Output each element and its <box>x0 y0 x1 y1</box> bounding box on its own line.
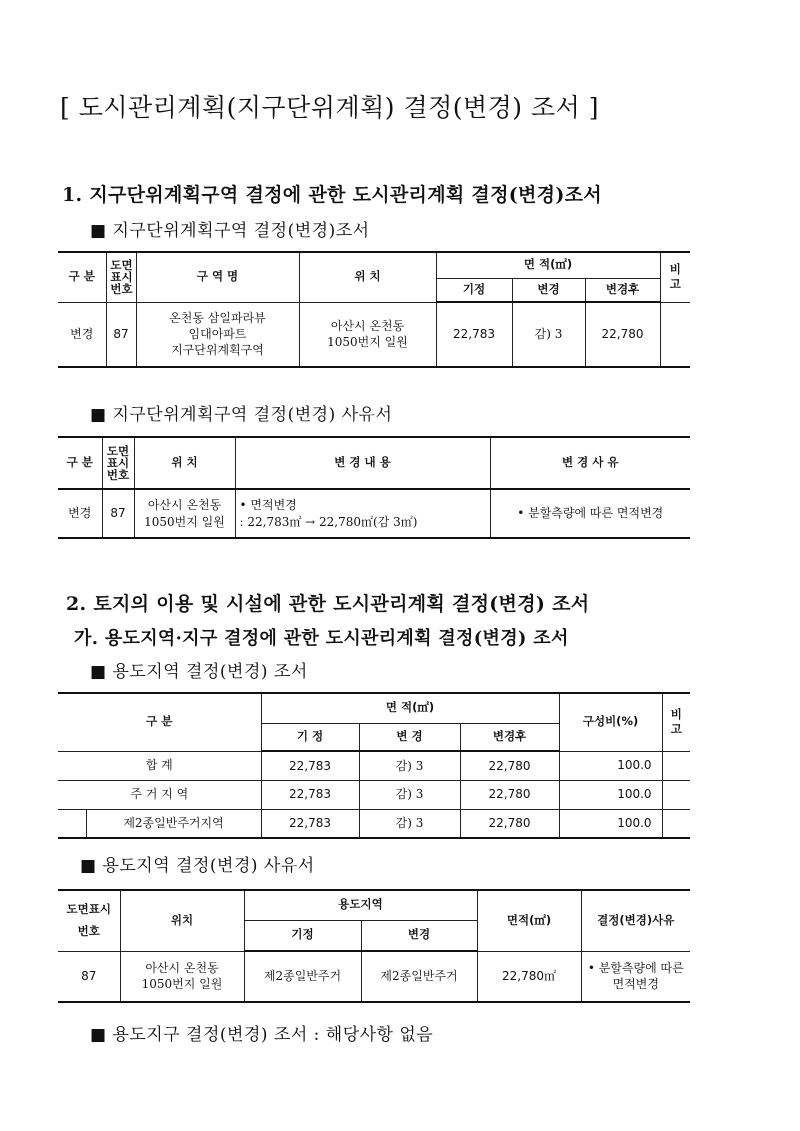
cell-gubun: 변경 <box>58 302 106 367</box>
cell-name-line2: 임대아파트 <box>188 327 247 342</box>
header-domyeon <box>102 437 134 489</box>
cell-note <box>662 751 690 780</box>
cell-ratio: 100.0 <box>559 751 662 780</box>
cell-name <box>136 302 299 367</box>
cell-note <box>660 302 690 367</box>
header-gubun: 구 분 <box>58 693 261 751</box>
section2-heading: 2. 토지의 이용 및 시설에 관한 도시관리계획 결정(변경) 조서 <box>66 593 590 615</box>
header-name: 구 역 명 <box>136 252 299 302</box>
cell-name-line1: 온천동 삼일파라뷰 <box>169 310 266 325</box>
header-area: 면적(㎡) <box>477 890 581 951</box>
table-row <box>58 809 690 838</box>
cell-change: 제2종일반주거 <box>361 951 477 1002</box>
header-reason: 변 경 사 유 <box>490 437 690 489</box>
cell-location-line2: 1050번지 일원 <box>144 514 225 529</box>
cell-before: 22,783 <box>261 780 359 809</box>
section1-sub1-heading: ■ 지구단위계획구역 결정(변경)조서 <box>90 221 370 241</box>
cell-before: 22,783 <box>436 302 512 367</box>
cell-note <box>662 809 690 838</box>
header-note: 비 고 <box>662 693 690 751</box>
cell-change: 감) 3 <box>359 809 460 838</box>
header-location: 위 치 <box>299 252 436 302</box>
cell-note <box>662 780 690 809</box>
cell-after: 22,780 <box>460 751 559 780</box>
cell-name-line3: 지구단위계획구역 <box>171 343 264 358</box>
cell-name: 주 거 지 역 <box>58 780 261 809</box>
header-location: 위 치 <box>134 437 235 489</box>
cell-name: 제2종일반주거지역 <box>86 809 261 838</box>
cell-ratio: 100.0 <box>559 780 662 809</box>
cell-after: 22,780 <box>460 809 559 838</box>
header-before: 기정 <box>244 920 361 951</box>
table-row <box>58 489 690 538</box>
header-reason: 결정(변경)사유 <box>581 890 690 951</box>
cell-change: 감) 3 <box>512 302 585 367</box>
cell-change: 감) 3 <box>359 780 460 809</box>
header-domyeon-text: 도면 표시 번호 <box>110 258 133 297</box>
cell-before: 제2종일반주거 <box>244 951 361 1002</box>
cell-no: 87 <box>106 302 136 367</box>
cell-location-line2: 1050번지 일원 <box>141 977 223 992</box>
cell-after: 22,780 <box>460 780 559 809</box>
cell-location-line1: 아산시 온천동 <box>145 961 219 976</box>
cell-reason-line2: 면적변경 <box>612 977 659 992</box>
cell-location-line2: 1050번지 일원 <box>327 335 408 350</box>
header-change: 변 경 <box>359 723 460 751</box>
cell-reason: • 분할측량에 따른 면적변경 <box>490 489 690 538</box>
header-change: 변경 <box>512 278 585 302</box>
cell-reason <box>581 951 690 1002</box>
cell-name: 합 계 <box>58 751 261 780</box>
header-content: 변 경 내 용 <box>235 437 490 489</box>
cell-ratio: 100.0 <box>559 809 662 838</box>
header-before: 기정 <box>436 278 512 302</box>
table-row <box>58 780 690 809</box>
cell-location-line1: 아산시 온천동 <box>330 319 405 334</box>
section2-sub1-heading: ■ 용도지역 결정(변경) 조서 <box>90 662 308 682</box>
header-after: 변경후 <box>460 723 559 751</box>
section2-sub2-heading: ■ 용도지역 결정(변경) 사유서 <box>80 856 315 876</box>
cell-after: 22,780 <box>585 302 660 367</box>
header-ratio: 구성비(%) <box>559 693 662 751</box>
header-no <box>58 890 120 951</box>
header-after: 변경후 <box>585 278 660 302</box>
cell-gubun: 변경 <box>58 489 102 538</box>
district-reason-table <box>58 436 690 539</box>
header-before: 기 정 <box>261 723 359 751</box>
section1-heading: 1. 지구단위계획구역 결정에 관한 도시관리계획 결정(변경)조서 <box>62 184 602 206</box>
header-area: 면 적(㎡) <box>436 252 660 278</box>
header-domyeon <box>106 252 136 302</box>
cell-location <box>134 489 235 538</box>
cell-change: 감) 3 <box>359 751 460 780</box>
header-change: 변경 <box>361 920 477 951</box>
zone-table <box>58 692 690 839</box>
header-note: 비 고 <box>660 252 690 302</box>
cell-location <box>299 302 436 367</box>
district-plan-table <box>58 251 690 368</box>
section1-sub2-heading: ■ 지구단위계획구역 결정(변경) 사유서 <box>90 405 393 425</box>
header-area: 면 적(㎡) <box>261 693 559 723</box>
cell-area: 22,780㎡ <box>477 951 581 1002</box>
cell-location-line1: 아산시 온천동 <box>147 498 222 513</box>
section2-sub3-heading: ■ 용도지구 결정(변경) 조서 : 해당사항 없음 <box>90 1025 434 1045</box>
header-location: 위치 <box>120 890 244 951</box>
header-domyeon-text: 도면 표시 번호 <box>106 443 130 483</box>
header-gubun: 구 분 <box>58 437 102 489</box>
zone-reason-table <box>58 889 690 1003</box>
header-no-text: 도면표시 번호 <box>66 901 111 938</box>
cell-content-line2: : 22,783㎡ → 22,780㎡(감 3㎡) <box>239 514 418 529</box>
cell-content <box>235 489 490 538</box>
header-zone: 용도지역 <box>244 890 477 920</box>
cell-reason-line1: • 분할측량에 따른 <box>587 961 684 976</box>
cell-no: 87 <box>102 489 134 538</box>
document-title: [ 도시관리계획(지구단위계획) 결정(변경) 조서 ] <box>60 93 600 122</box>
section2-subheading: 가. 용도지역·지구 결정에 관한 도시관리계획 결정(변경) 조서 <box>74 628 569 649</box>
cell-no: 87 <box>58 951 120 1002</box>
cell-location <box>120 951 244 1002</box>
cell-before: 22,783 <box>261 751 359 780</box>
cell-content-line1: • 면적변경 <box>239 498 297 513</box>
table-row <box>58 751 690 780</box>
header-gubun: 구 분 <box>58 252 106 302</box>
indent-spacer <box>58 809 86 838</box>
cell-before: 22,783 <box>261 809 359 838</box>
table-row <box>58 951 690 1002</box>
table-row <box>58 302 690 367</box>
